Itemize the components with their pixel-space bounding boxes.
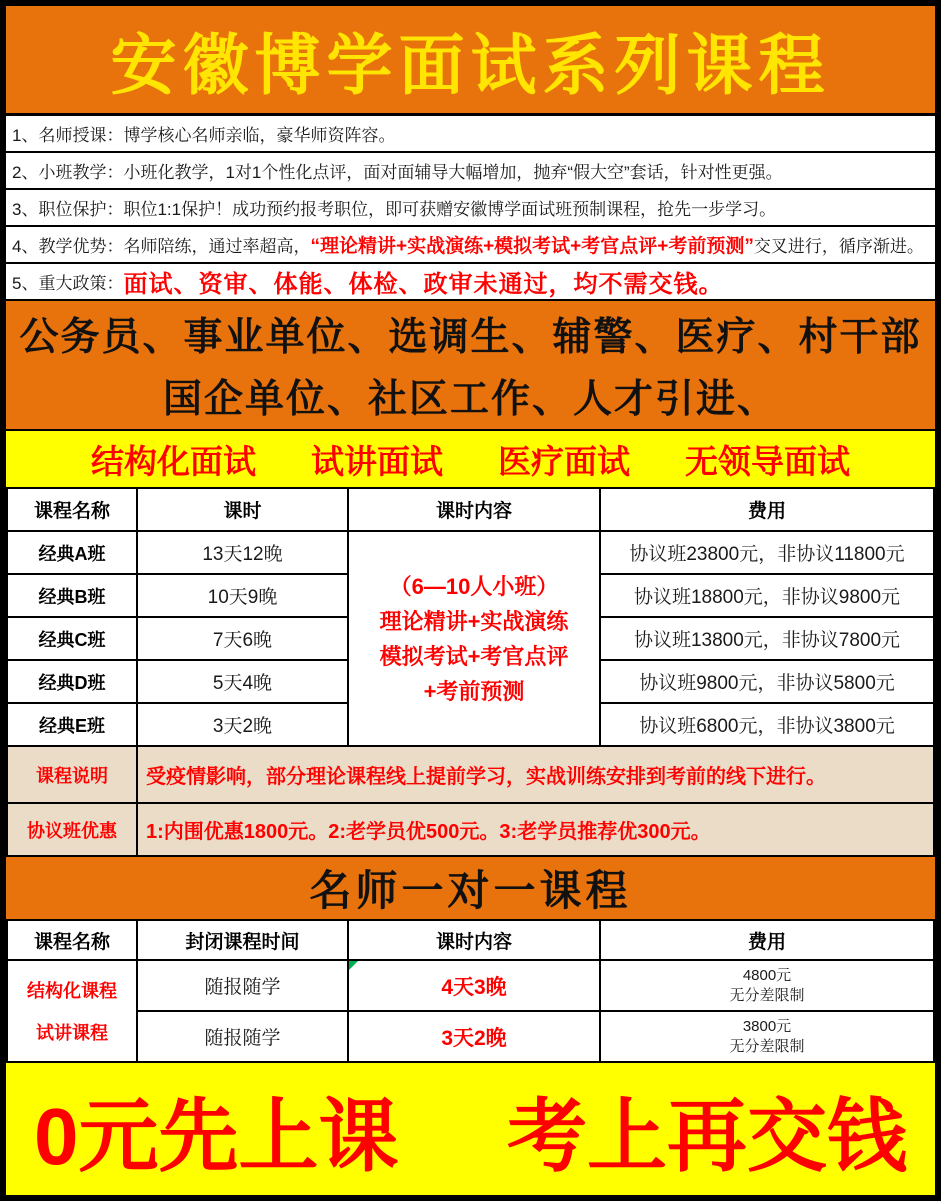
note-content: 受疫情影响，部分理论课程线上提前学习，实战训练安排到考前的线下进行。 <box>138 747 933 804</box>
col-header-course-name: 课程名称 <box>8 921 138 961</box>
session-length: 4天3晚 <box>349 961 601 1012</box>
note-label: 协议班优惠 <box>8 804 138 857</box>
point-text: 3、职位保护：职位1:1保护！成功预约报考职位，即可获赠安徽博学面试班预制课程，抢先一步学习。 <box>12 200 777 219</box>
track-leaderless: 无领导面试 <box>685 442 850 480</box>
audience-banner <box>6 301 935 431</box>
note-content: 1:内围优惠1800元。2:老学员优500元。3:老学员推荐优300元。 <box>138 804 933 857</box>
content-line: 模拟考试+考官点评 <box>379 643 569 669</box>
selling-point-3 <box>6 190 935 227</box>
track-lecture: 试讲面试 <box>311 442 443 480</box>
selling-points-list <box>6 116 935 301</box>
col-header-course-name: 课程名称 <box>8 489 138 532</box>
col-header-content: 课时内容 <box>349 921 601 961</box>
course-duration: 3天2晚 <box>138 704 349 747</box>
content-line: +考前预测 <box>423 678 525 704</box>
session-length: 3天2晚 <box>349 1012 601 1063</box>
category-structured: 结构化课程 <box>27 981 117 1001</box>
selling-point-5: 5、重大政策： 面试、资审、体能、体检、政审未通过，均不需交钱。 <box>6 264 935 301</box>
audience-line-1: 公务员、事业单位、选调生、辅警、医疗、村干部 <box>19 316 922 359</box>
course-duration: 13天12晚 <box>138 532 349 575</box>
course-fee: 协议班6800元，非协议3800元 <box>601 704 933 747</box>
course-fee: 协议班9800元，非协议5800元 <box>601 661 933 704</box>
one-on-one-banner <box>6 857 935 921</box>
course-fee: 协议班23800元，非协议11800元 <box>601 532 933 575</box>
course-name: 经典C班 <box>8 618 138 661</box>
selling-point-2 <box>6 153 935 190</box>
title-banner <box>6 6 935 116</box>
footer-slogan-right: 考上再交钱 <box>507 1091 907 1181</box>
content-line: 理论精讲+实战演练 <box>379 608 569 634</box>
point-text: 5、重大政策： <box>12 274 124 293</box>
enroll-time: 随报随学 <box>138 961 349 1012</box>
course-table <box>6 489 935 747</box>
tracks-banner <box>6 431 935 489</box>
selling-point-1 <box>6 116 935 153</box>
one-on-one-table <box>6 921 935 1063</box>
one-on-one-fee: 4800元 无分差限制 <box>601 961 933 1012</box>
col-header-hours: 课时 <box>138 489 349 532</box>
point-text: 1、名师授课：博学核心名师亲临，豪华师资阵容。 <box>12 126 396 145</box>
track-structured: 结构化面试 <box>91 442 256 480</box>
cell-corner-marker-icon <box>349 961 358 970</box>
course-name: 经典E班 <box>8 704 138 747</box>
track-medical: 医疗面试 <box>498 442 630 480</box>
note-row-course-description <box>8 747 933 804</box>
course-duration: 7天6晚 <box>138 618 349 661</box>
course-name: 经典B班 <box>8 575 138 618</box>
course-fee: 协议班13800元，非协议7800元 <box>601 618 933 661</box>
course-duration: 10天9晚 <box>138 575 349 618</box>
one-on-one-fee: 3800元 无分差限制 <box>601 1012 933 1063</box>
footer-slogan-banner <box>6 1063 935 1195</box>
course-content-merged-cell <box>349 532 601 747</box>
course-duration: 5天4晚 <box>138 661 349 704</box>
one-on-one-banner-title: 名师一对一课程 <box>309 867 632 914</box>
note-rows <box>6 747 935 857</box>
content-line: （6—10人小班） <box>389 573 559 599</box>
selling-point-4: 4、教学优势：名师陪练，通过率超高， “理论精讲+实战演练+模拟考试+考官点评+考前预测” 交叉进行，循序渐进。 <box>6 227 935 264</box>
col-header-fee: 费用 <box>601 921 933 961</box>
note-row-discounts <box>8 804 933 857</box>
audience-line-2: 国企单位、社区工作、人才引进、 <box>162 378 778 421</box>
enroll-time: 随报随学 <box>138 1012 349 1063</box>
col-header-closed-time: 封闭课程时间 <box>138 921 349 961</box>
col-header-content: 课时内容 <box>349 489 601 532</box>
category-lecture: 试讲课程 <box>36 1023 108 1043</box>
note-label: 课程说明 <box>8 747 138 804</box>
footer-slogan-left: 0元先上课 <box>34 1091 399 1181</box>
page-title: 安徽博学面试系列课程 <box>110 30 831 103</box>
col-header-fee: 费用 <box>601 489 933 532</box>
category-merged-cell <box>8 961 138 1063</box>
course-name: 经典D班 <box>8 661 138 704</box>
point-text: 2、小班教学：小班化教学，1对1个性化点评，面对面辅导大幅增加，抛弃“假大空”套话，针对性更强。 <box>12 163 783 182</box>
point-text: 4、教学优势：名师陪练，通过率超高， <box>12 237 311 256</box>
course-name: 经典A班 <box>8 532 138 575</box>
course-fee: 协议班18800元，非协议9800元 <box>601 575 933 618</box>
